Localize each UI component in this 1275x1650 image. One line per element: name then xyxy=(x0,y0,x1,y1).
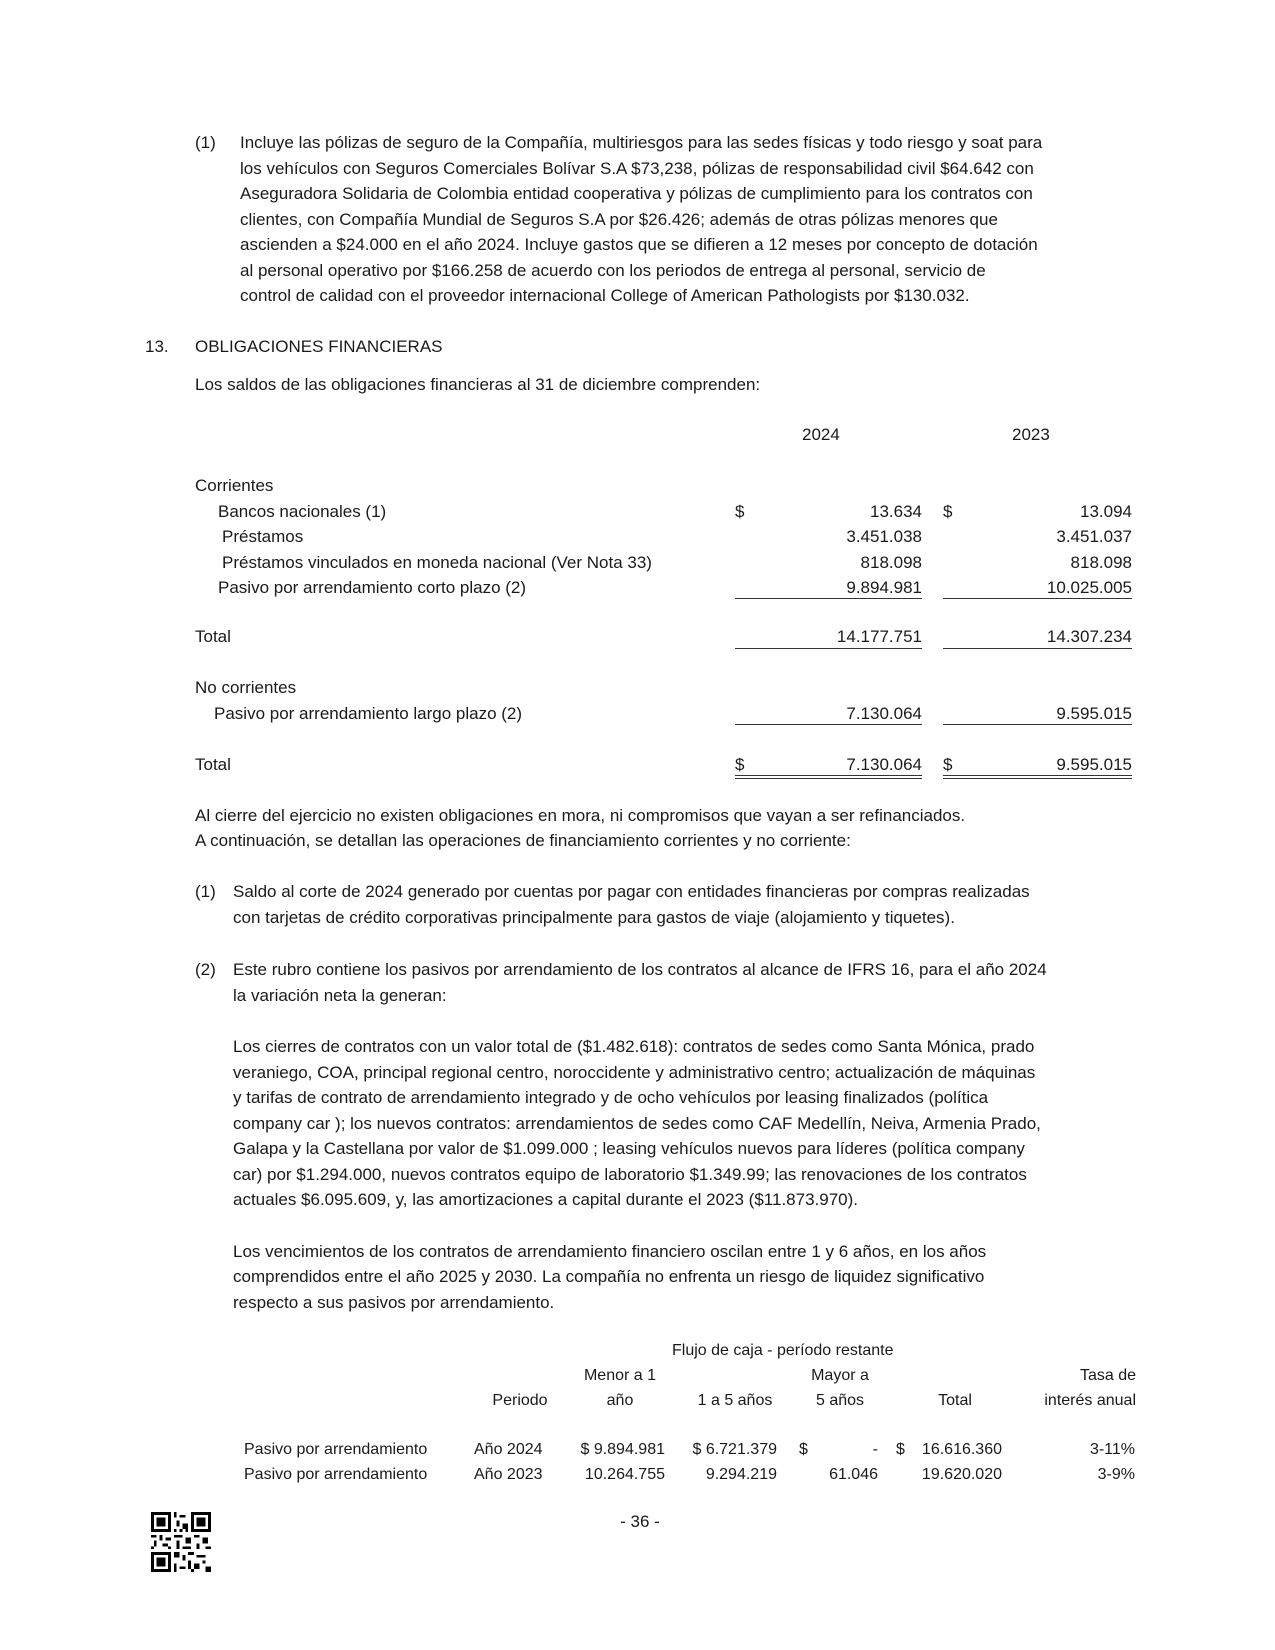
total-underline xyxy=(943,648,1132,649)
detail-line: Los cierres de contratos con un valor total de ($1.482.618): contratos de sedes como Santa Mónica, prado xyxy=(233,1037,1035,1056)
group-header: Flujo de caja - período restante xyxy=(672,1342,894,1359)
value-2024: 818.098 xyxy=(860,553,922,572)
detail-line: veraniego, COA, principal regional centro, noroccidente y administrativo centro; actualización de máquinas xyxy=(233,1063,1036,1082)
maturity-line: respecto a sus pasivos por arrendamiento. xyxy=(233,1293,555,1312)
maturity-line: Los vencimientos de los contratos de arrendamiento financiero oscilan entre 1 y 6 años, en los años xyxy=(233,1242,987,1261)
row-tasa: 3-9% xyxy=(1097,1466,1135,1483)
row-menor: $ 9.894.981 xyxy=(580,1441,665,1458)
total-label: Total xyxy=(195,627,231,646)
column-header-total: Total xyxy=(938,1392,972,1409)
double-underline xyxy=(943,778,1132,779)
subtotal-underline xyxy=(735,724,922,725)
value-2023: 3.451.037 xyxy=(1056,527,1132,546)
value-2024: 9.894.981 xyxy=(846,578,922,597)
row-1-5: 9.294.219 xyxy=(705,1466,777,1483)
total-2024: 14.177.751 xyxy=(836,627,922,646)
detail-line: actuales $6.095.609, y, las amortizaciones a capital durante el 2023 ($11.873.970). xyxy=(233,1190,858,1209)
detail-line: y tarifas de contrato de arrendamiento integrado y de ocho vehículos por leasing finalizados (política xyxy=(233,1088,989,1107)
note-line: Aseguradora Solidaria de Colombia entidad cooperativa y pólizas de cumplimiento para los contratos con xyxy=(240,184,1033,203)
note-line: los vehículos con Seguros Comerciales Bolívar S.A $73,238, pólizas de responsabilidad civil $64.642 con xyxy=(240,159,1034,178)
row-periodo: Año 2023 xyxy=(474,1466,543,1483)
qr-code-icon xyxy=(151,1512,211,1572)
row-label: Pasivo por arrendamiento corto plazo (2) xyxy=(218,578,527,597)
currency-symbol: $ xyxy=(943,502,953,521)
row-label: Pasivo por arrendamiento largo plazo (2) xyxy=(214,704,523,723)
total-2024: 7.130.064 xyxy=(846,755,922,774)
row-menor: 10.264.755 xyxy=(584,1466,665,1483)
currency-symbol: $ xyxy=(735,502,745,521)
row-label: Pasivo por arrendamiento xyxy=(244,1466,428,1483)
column-header-2023: 2023 xyxy=(1012,425,1050,444)
double-underline xyxy=(943,775,1132,776)
value-2023: 9.595.015 xyxy=(1056,704,1132,723)
currency-symbol: $ xyxy=(943,755,953,774)
group-label-corrientes: Corrientes xyxy=(195,476,274,495)
column-header-1-5: 1 a 5 años xyxy=(697,1392,773,1409)
value-2024: 7.130.064 xyxy=(846,704,922,723)
value-2023: 13.094 xyxy=(1080,502,1132,521)
currency-symbol: $ xyxy=(896,1441,905,1458)
row-total: 16.616.360 xyxy=(921,1441,1002,1458)
note-line: ascienden a $24.000 en el año 2024. Incluye gastos que se difieren a 12 meses por concepto de dotación xyxy=(240,235,1038,254)
note-line: clientes, con Compañía Mundial de Seguros S.A por $26.426; además de otras pólizas menores que xyxy=(240,210,998,229)
maturity-line: comprendidos entre el año 2025 y 2030. La compañía no enfrenta un riesgo de liquidez significativo xyxy=(233,1267,985,1286)
row-1-5: $ 6.721.379 xyxy=(692,1441,777,1458)
section-title: OBLIGACIONES FINANCIERAS xyxy=(195,337,443,356)
footnote-marker: (2) xyxy=(195,960,216,979)
column-header-mayor: 5 años xyxy=(815,1392,865,1409)
footnote-line: Saldo al corte de 2024 generado por cuentas por pagar con entidades financieras por compras realizadas xyxy=(233,882,1030,901)
row-total: 19.620.020 xyxy=(921,1466,1002,1483)
double-underline xyxy=(735,775,922,776)
column-header-2024: 2024 xyxy=(802,425,840,444)
footnote-line: la variación neta la generan: xyxy=(233,986,447,1005)
value-2024: 3.451.038 xyxy=(846,527,922,546)
value-2023: 10.025.005 xyxy=(1046,578,1132,597)
note-marker: (1) xyxy=(195,133,216,152)
note-line: Incluye las pólizas de seguro de la Compañía, multiriesgos para las sedes físicas y todo riesgo y soat para xyxy=(240,133,1043,152)
footnote-line: Este rubro contiene los pasivos por arrendamiento de los contratos al alcance de IFRS 16, para el año 2024 xyxy=(233,960,1047,979)
row-label: Bancos nacionales (1) xyxy=(218,502,387,521)
currency-symbol: $ xyxy=(799,1441,808,1458)
column-header-periodo: Periodo xyxy=(492,1392,548,1409)
column-header-menor: Menor a 1 xyxy=(583,1367,657,1384)
section-intro: Los saldos de las obligaciones financieras al 31 de diciembre comprenden: xyxy=(195,375,761,394)
group-label-no-corrientes: No corrientes xyxy=(195,678,297,697)
row-label: Pasivo por arrendamiento xyxy=(244,1441,428,1458)
note-line: al personal operativo por $166.258 de acuerdo con los periodos de entrega al personal, servicio de xyxy=(240,261,986,280)
closing-paragraph-2: A continuación, se detallan las operaciones de financiamiento corrientes y no corriente: xyxy=(195,831,851,850)
double-underline xyxy=(735,778,922,779)
row-label: Préstamos vinculados en moneda nacional (Ver Nota 33) xyxy=(222,553,652,572)
column-header-mayor: Mayor a xyxy=(811,1367,869,1384)
section-number: 13. xyxy=(145,337,169,356)
total-label: Total xyxy=(195,755,231,774)
page-number: - 36 - xyxy=(620,1512,660,1531)
footnote-marker: (1) xyxy=(195,882,216,901)
total-2023: 14.307.234 xyxy=(1046,627,1132,646)
row-periodo: Año 2024 xyxy=(474,1441,543,1458)
total-2023: 9.595.015 xyxy=(1056,755,1132,774)
row-label: Préstamos xyxy=(222,527,304,546)
row-tasa: 3-11% xyxy=(1089,1441,1135,1458)
row-mayor: 61.046 xyxy=(829,1466,878,1483)
subtotal-underline xyxy=(735,598,922,599)
note-line: control de calidad con el proveedor internacional College of American Pathologists por $130.032. xyxy=(240,286,970,305)
subtotal-underline xyxy=(943,598,1132,599)
detail-line: company car ); los nuevos contratos: arrendamientos de sedes como CAF Medellín, Neiva, Armenia Prado, xyxy=(233,1114,1041,1133)
value-2024: 13.634 xyxy=(870,502,922,521)
row-mayor: - xyxy=(872,1441,878,1458)
column-header-tasa: Tasa de xyxy=(1079,1367,1136,1384)
footnote-line: con tarjetas de crédito corporativas principalmente para gastos de viaje (alojamiento y tiquetes). xyxy=(233,908,955,927)
value-2023: 818.098 xyxy=(1070,553,1132,572)
column-header-tasa: interés anual xyxy=(1044,1392,1136,1409)
detail-line: Galapa y la Castellana por valor de $1.099.000 ; leasing vehículos nuevos para líderes (política company xyxy=(233,1139,1025,1158)
closing-paragraph-1: Al cierre del ejercicio no existen obligaciones en mora, ni compromisos que vayan a ser refinanciados. xyxy=(195,806,966,825)
column-header-menor: año xyxy=(606,1392,634,1409)
total-underline xyxy=(735,648,922,649)
detail-line: car) por $1.294.000, nuevos contratos equipo de laboratorio $1.349.99; las renovaciones de los contratos xyxy=(233,1165,1027,1184)
subtotal-underline xyxy=(943,724,1132,725)
currency-symbol: $ xyxy=(735,755,745,774)
